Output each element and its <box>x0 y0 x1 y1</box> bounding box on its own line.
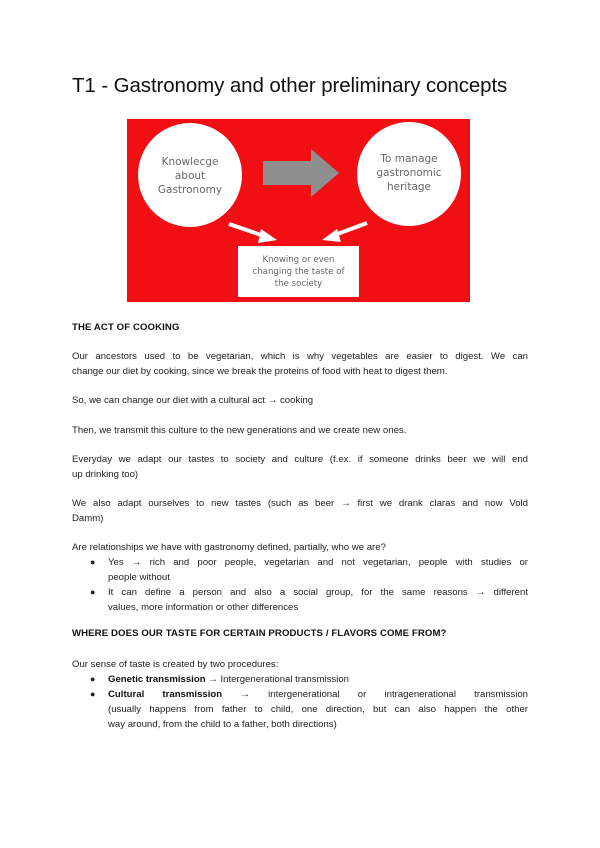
result-box-line-2: changing the taste of <box>252 267 345 277</box>
paragraph-two-procedures <box>72 657 528 672</box>
paragraph-new-tastes <box>72 496 528 526</box>
paragraph-ancestors <box>72 349 528 379</box>
list-item-line: (usually happens from father to child, one direction, but can also happen the other <box>108 704 528 715</box>
term-cultural: Cultural transmission <box>108 689 223 700</box>
paragraph-line: Damm) <box>72 513 104 524</box>
paragraph-line: We also adapt ourselves to new tastes (such as beer → first we drank claras and now Vold <box>72 498 528 509</box>
bullet-list-identity <box>72 555 528 615</box>
list-item <box>72 585 528 615</box>
paragraph-transmit <box>72 423 528 438</box>
list-item-line: people without <box>108 572 170 583</box>
list-item-line <box>108 687 528 702</box>
term-genetic: Genetic transmission <box>108 674 206 685</box>
left-circle-line-2: about <box>174 170 206 182</box>
paragraph-line: change our diet by cooking, since we break the proteins of food with heat to digest them. <box>72 366 448 377</box>
bullet-icon: ● <box>90 689 96 699</box>
paragraph-line: Everyday we adapt our tastes to society and culture (f.ex. if someone drinks beer we will end <box>72 454 528 465</box>
section-heading-cooking: THE ACT OF COOKING <box>72 322 180 333</box>
page-title: T1 - Gastronomy and other preliminary concepts <box>72 74 508 97</box>
paragraph-question <box>72 540 528 555</box>
section-heading-taste-origin: WHERE DOES OUR TASTE FOR CERTAIN PRODUCTS / FLAVORS COME FROM? <box>72 628 447 639</box>
paragraph-cultural-act <box>72 393 528 408</box>
paragraph-adapt-society <box>72 452 528 482</box>
concept-diagram <box>127 119 470 302</box>
paragraph-line: Are relationships we have with gastronomy defined, partially, who we are? <box>72 542 386 553</box>
list-item-line <box>108 674 349 685</box>
term-genetic-definition: → Intergenerational transmission <box>205 674 350 685</box>
list-item-line: It can define a person and also a social group, for the same reasons → different <box>108 587 528 598</box>
paragraph-line: up drinking too) <box>72 469 139 480</box>
paragraph-line: Our ancestors used to be vegetarian, which is why vegetables are easier to digest. We can <box>72 351 528 362</box>
bullet-icon: ● <box>90 587 96 597</box>
concept-diagram-svg <box>127 119 470 302</box>
paragraph-line: Our sense of taste is created by two procedures: <box>72 659 279 670</box>
list-item-line: Yes → rich and poor people, vegetarian and not vegetarian, people with studies or <box>108 557 528 568</box>
list-item <box>72 687 528 732</box>
list-item-line: way around, from the child to a father, both directions) <box>108 719 337 730</box>
bullet-icon: ● <box>90 557 96 567</box>
paragraph-line: So, we can change our diet with a cultural act → cooking <box>72 395 314 406</box>
term-cultural-definition: → intergenerational or intragenerational transmission <box>222 689 529 700</box>
left-circle-line-3: Gastronomy <box>157 184 223 196</box>
right-circle-line-3: heritage <box>386 181 432 193</box>
list-item <box>72 555 528 585</box>
right-circle-line-1: To manage <box>380 153 438 165</box>
paragraph-line: Then, we transmit this culture to the new generations and we create new ones. <box>72 425 407 436</box>
left-circle-line-1: Knowlecge <box>161 156 219 168</box>
list-item-line: values, more information or other differences <box>108 602 299 613</box>
right-circle-line-2: gastronomic <box>376 167 442 179</box>
result-box-line-3: the society <box>274 279 323 289</box>
bullet-icon: ● <box>90 674 96 684</box>
bullet-list-transmission <box>72 672 528 732</box>
list-item <box>72 672 528 687</box>
result-box-line-1: Knowing or even <box>262 255 335 265</box>
